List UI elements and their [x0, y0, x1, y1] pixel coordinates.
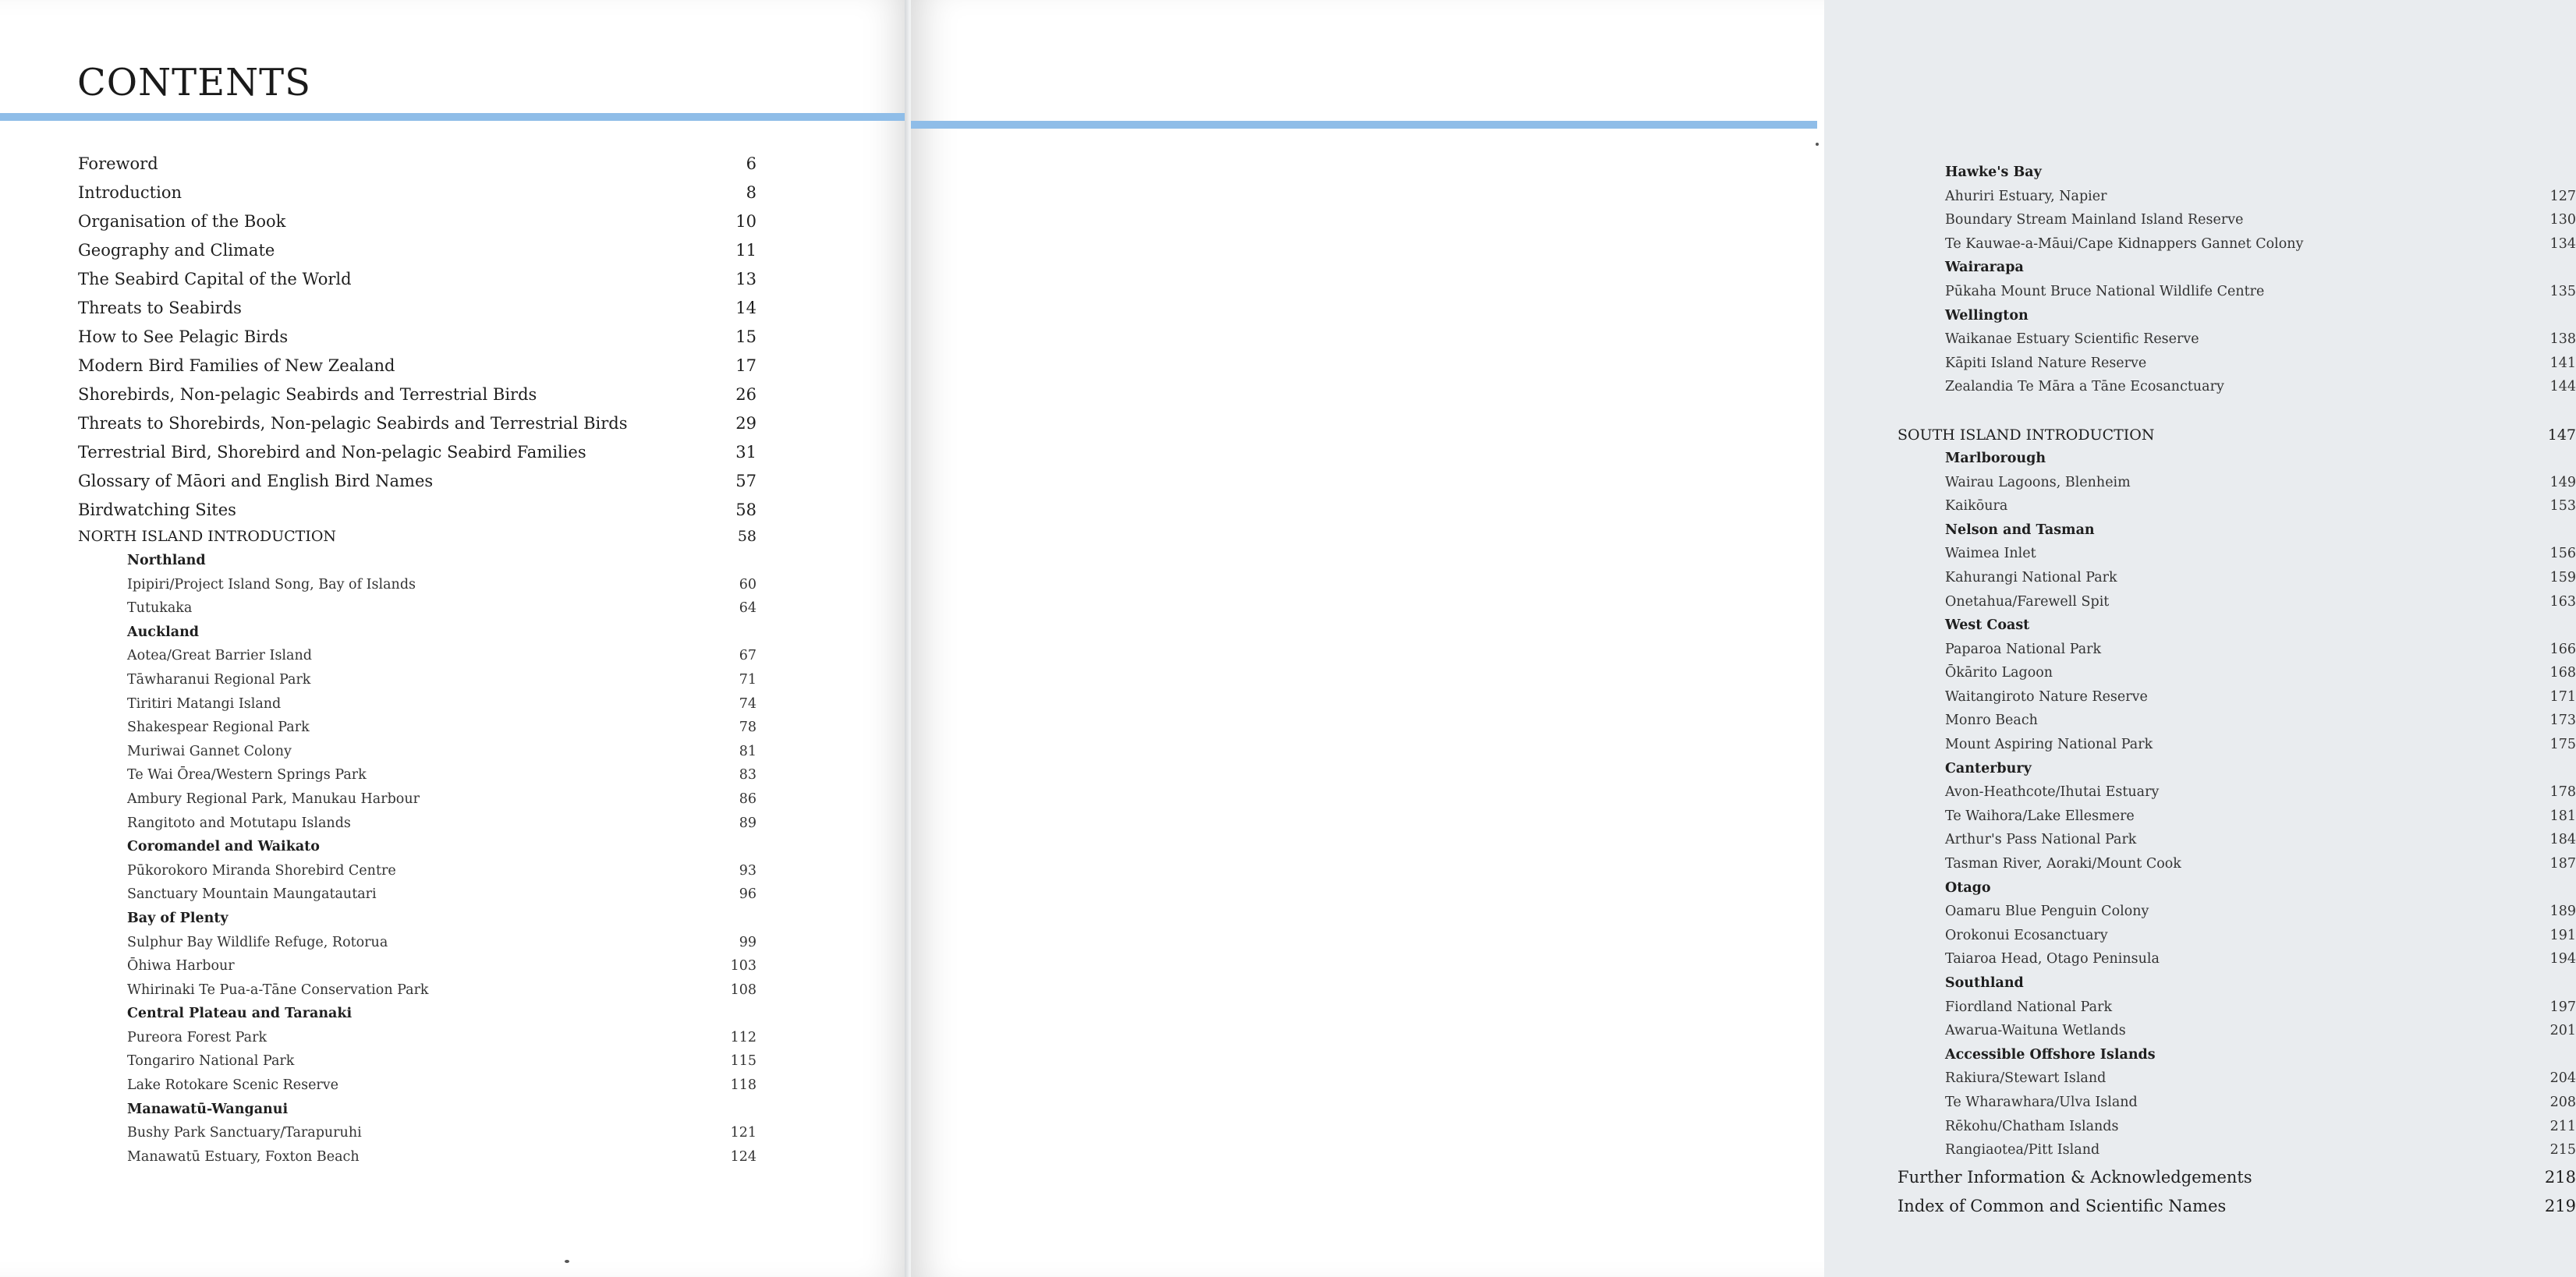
toc-entry-title: Kaikōura: [1945, 498, 2008, 515]
toc-entry-intro: [1897, 426, 2576, 451]
toc-page-number: 64: [739, 600, 757, 617]
toc-entry-title: West Coast: [1945, 617, 2030, 634]
toc-page-number: 215: [2549, 1142, 2576, 1158]
toc-entry-title: Taiaroa Head, Otago Peninsula: [1945, 951, 2160, 967]
toc-entry-title: Canterbury: [1945, 760, 2032, 776]
toc-entry-site: [78, 791, 757, 815]
toc-entry-main: [78, 153, 757, 182]
toc-entry-title: Tutukaka: [127, 600, 193, 617]
toc-entry-title: The Seabird Capital of the World: [78, 270, 352, 288]
toc-entry-gap: [1897, 403, 2576, 426]
toc-page-number: 86: [739, 791, 757, 807]
toc-entry-site: [1897, 189, 2576, 213]
toc-entry-main: [78, 355, 757, 384]
toc-entry-site: [78, 600, 757, 624]
right-page: [911, 0, 2576, 1277]
toc-entry-main: [78, 268, 757, 297]
toc-entry-title: Avon-Heathcote/Ihutai Estuary: [1945, 784, 2160, 801]
toc-page-number: 81: [739, 743, 757, 759]
toc-page-number: 74: [739, 695, 757, 712]
toc-entry-region: [1897, 260, 2576, 284]
toc-entry-site: [1897, 1023, 2576, 1047]
toc-page-number: 173: [2549, 713, 2576, 729]
toc-page-number: 11: [735, 241, 757, 260]
toc-entry-region: [78, 624, 757, 649]
toc-entry-site: [1897, 784, 2576, 808]
toc-entry-main: [1897, 1166, 2576, 1195]
toc-page-number: 57: [735, 472, 757, 490]
toc-entry-title: Te Wharawhara/Ulva Island: [1945, 1094, 2138, 1110]
toc-entry-title: Boundary Stream Mainland Island Reserve: [1945, 212, 2244, 228]
toc-entry-main: [78, 499, 757, 528]
toc-page-number: 191: [2549, 927, 2576, 943]
toc-entry-site: [1897, 856, 2576, 880]
toc-entry-site: [78, 863, 757, 887]
toc-entry-title: Onetahua/Farewell Spit: [1945, 593, 2110, 610]
toc-entry-site: [78, 1125, 757, 1149]
toc-entry-title: Waimea Inlet: [1945, 546, 2036, 562]
toc-entry-title: Northland: [127, 553, 206, 568]
toc-entry-region: [78, 839, 757, 863]
toc-entry-region: [78, 553, 757, 577]
toc-page-number: 118: [730, 1077, 757, 1094]
toc-entry-title: Pūkaha Mount Bruce National Wildlife Centre: [1945, 283, 2265, 299]
print-speck: [1816, 143, 1819, 146]
toc-entry-title: Ipipiri/Project Island Song, Bay of Islands: [127, 576, 416, 593]
toc-page-number: 121: [730, 1125, 757, 1141]
toc-page-number: 124: [730, 1148, 757, 1165]
header-rule: [911, 121, 1817, 129]
toc-entry-title: Tiritiri Matangi Island: [127, 695, 282, 712]
toc-entry-site: [78, 696, 757, 720]
toc-entry-main: [1897, 1195, 2576, 1224]
toc-entry-title: Manawatū-Wanganui: [127, 1101, 289, 1117]
toc-entry-title: Wellington: [1945, 307, 2029, 324]
toc-page-number: 31: [735, 443, 757, 462]
toc-page-number: 29: [735, 414, 757, 433]
toc-entry-title: Further Information & Acknowledgements: [1897, 1167, 2252, 1187]
toc-page-number: 130: [2549, 212, 2576, 228]
toc-page-number: 58: [737, 528, 757, 545]
toc-entry-title: Birdwatching Sites: [78, 501, 236, 519]
toc-entry-title: SOUTH ISLAND INTRODUCTION: [1897, 426, 2155, 444]
toc-entry-title: Tasman River, Aoraki/Mount Cook: [1945, 856, 2181, 872]
toc-entry-title: Orokonui Ecosanctuary: [1945, 927, 2108, 943]
toc-entry-title: Te Wai Ōrea/Western Springs Park: [127, 767, 367, 784]
toc-entry-site: [1897, 642, 2576, 666]
toc-entry-site: [1897, 498, 2576, 522]
toc-page-number: 168: [2549, 665, 2576, 681]
toc-entry-title: Otago: [1945, 879, 1991, 896]
toc-entry-title: Geography and Climate: [78, 241, 275, 260]
toc-entry-title: Tāwharanui Regional Park: [127, 671, 311, 688]
toc-entry-title: Glossary of Māori and English Bird Names: [78, 472, 434, 490]
toc-entry-site: [1897, 665, 2576, 689]
toc-entry-region: [1897, 308, 2576, 332]
toc-entry-title: Rakiura/Stewart Island: [1945, 1070, 2107, 1087]
toc-entry-site: [78, 577, 757, 601]
toc-entry-site: [78, 767, 757, 791]
toc-entry-title: Pūkorokoro Miranda Shorebird Centre: [127, 862, 396, 879]
toc-entry-title: Threats to Shorebirds, Non-pelagic Seabirds and Terrestrial Birds: [78, 414, 628, 433]
toc-entry-site: [78, 886, 757, 911]
toc-entry-site: [1897, 212, 2576, 236]
toc-entry-title: Wairarapa: [1945, 260, 2024, 276]
print-speck: [565, 1260, 569, 1263]
toc-entry-main: [78, 239, 757, 268]
toc-page-number: 108: [730, 982, 757, 998]
toc-entry-title: Terrestrial Bird, Shorebird and Non-pelagic Seabird Families: [78, 443, 586, 462]
toc-page-number: 112: [730, 1029, 757, 1045]
toc-page-number: 10: [735, 212, 757, 231]
toc-page-number: 13: [735, 270, 757, 288]
toc-page-number: 134: [2549, 235, 2576, 252]
toc-page-number: 26: [735, 385, 757, 404]
toc-entry-site: [1897, 928, 2576, 952]
toc-page-number: 218: [2544, 1167, 2576, 1187]
toc-page-number: 6: [746, 154, 757, 173]
toc-entry-site: [1897, 594, 2576, 618]
toc-page-number: 17: [735, 356, 757, 375]
toc-entry-title: Awarua-Waituna Wetlands: [1945, 1023, 2126, 1039]
toc-page-number: 175: [2549, 737, 2576, 753]
toc-entry-title: Oamaru Blue Penguin Colony: [1945, 904, 2149, 920]
toc-page-number: 89: [739, 815, 757, 831]
toc-page-number: 78: [739, 720, 757, 736]
toc-entry-title: Rangiaotea/Pitt Island: [1945, 1142, 2100, 1158]
toc-entry-region: [1897, 880, 2576, 904]
toc-entry-title: Bay of Plenty: [127, 910, 229, 926]
toc-entry-title: NORTH ISLAND INTRODUCTION: [78, 528, 337, 545]
toc-page-number: 171: [2549, 688, 2576, 705]
toc-entry-site: [1897, 379, 2576, 403]
toc-page-number: 93: [739, 862, 757, 879]
toc-entry-title: Hawke's Bay: [1945, 164, 2042, 180]
toc-entry-site: [1897, 356, 2576, 380]
toc-entry-region: [1897, 1047, 2576, 1071]
toc-entry-title: Marlborough: [1945, 450, 2046, 466]
toc-entry-site: [78, 982, 757, 1006]
toc-entry-main: [78, 210, 757, 239]
toc-entry-site: [78, 648, 757, 672]
toc-entry-title: Rēkohu/Chatham Islands: [1945, 1118, 2119, 1134]
toc-page-number: 156: [2549, 546, 2576, 562]
toc-entry-title: Te Waihora/Lake Ellesmere: [1945, 808, 2135, 824]
toc-entry-region: [1897, 761, 2576, 785]
toc-entry-site: [1897, 284, 2576, 308]
toc-entry-intro: [78, 528, 757, 553]
toc-page-number: 96: [739, 886, 757, 903]
toc-entry-site: [1897, 1070, 2576, 1095]
toc-entry-title: Pureora Forest Park: [127, 1029, 268, 1045]
toc-entry-site: [1897, 331, 2576, 356]
toc-page-number: 159: [2549, 569, 2576, 585]
toc-entry-site: [1897, 1142, 2576, 1166]
toc-page-number: 166: [2549, 641, 2576, 657]
toc-entry-title: Manawatū Estuary, Foxton Beach: [127, 1148, 360, 1165]
toc-entry-main: [78, 297, 757, 326]
toc-entry-title: Kāpiti Island Nature Reserve: [1945, 355, 2147, 371]
toc-entry-site: [78, 815, 757, 840]
toc-entry-site: [78, 1149, 757, 1173]
toc-entry-title: Shorebirds, Non-pelagic Seabirds and Terrestrial Birds: [78, 385, 537, 404]
toc-page-number: 99: [739, 934, 757, 950]
toc-entry-title: Whirinaki Te Pua-a-Tāne Conservation Park: [127, 982, 429, 998]
toc-entry-site: [1897, 689, 2576, 713]
toc-entry-title: Monro Beach: [1945, 713, 2038, 729]
toc-entry-title: Nelson and Tasman: [1945, 522, 2095, 538]
toc-entry-title: Shakespear Regional Park: [127, 720, 310, 736]
toc-page-number: 141: [2549, 355, 2576, 371]
toc-entry-title: Ahuriri Estuary, Napier: [1945, 188, 2107, 204]
toc-entry-title: Ambury Regional Park, Manukau Harbour: [127, 791, 420, 807]
toc-page-number: 147: [2547, 426, 2576, 444]
toc-entry-main: [78, 441, 757, 470]
toc-entry-title: Zealandia Te Māra a Tāne Ecosanctuary: [1945, 379, 2224, 395]
toc-page-number: 15: [735, 327, 757, 346]
toc-right-column: [1897, 164, 2576, 1224]
toc-entry-title: Sanctuary Mountain Maungatautari: [127, 886, 377, 903]
toc-entry-title: Waikanae Estuary Scientific Reserve: [1945, 331, 2199, 348]
toc-entry-title: Fiordland National Park: [1945, 999, 2113, 1015]
toc-entry-site: [78, 958, 757, 982]
toc-entry-site: [78, 720, 757, 744]
toc-page-number: 178: [2549, 784, 2576, 801]
toc-entry-site: [1897, 475, 2576, 499]
toc-entry-title: Auckland: [127, 624, 200, 640]
toc-entry-site: [78, 744, 757, 768]
toc-entry-title: Coromandel and Waikato: [127, 839, 320, 855]
toc-entry-region: [1897, 164, 2576, 189]
toc-entry-main: [78, 412, 757, 441]
toc-page-number: 197: [2549, 999, 2576, 1015]
toc-entry-title: Modern Bird Families of New Zealand: [78, 356, 395, 375]
toc-entry-title: Central Plateau and Taranaki: [127, 1006, 353, 1022]
toc-entry-site: [1897, 999, 2576, 1024]
toc-entry-site: [1897, 1119, 2576, 1143]
toc-entry-site: [1897, 808, 2576, 833]
toc-entry-title: Waitangiroto Nature Reserve: [1945, 688, 2148, 705]
toc-entry-site: [1897, 904, 2576, 928]
toc-entry-site: [1897, 713, 2576, 737]
toc-page-number: 204: [2549, 1070, 2576, 1087]
toc-entry-main: [78, 384, 757, 412]
left-page: [0, 0, 909, 1277]
toc-entry-site: [78, 672, 757, 696]
toc-entry-region: [1897, 522, 2576, 547]
toc-entry-main: [78, 182, 757, 210]
toc-entry-site: [1897, 951, 2576, 975]
toc-entry-site: [78, 935, 757, 959]
toc-page-number: 138: [2549, 331, 2576, 348]
toc-entry-title: How to See Pelagic Birds: [78, 327, 289, 346]
toc-page-number: 83: [739, 767, 757, 784]
toc-page-number: 8: [746, 183, 757, 202]
toc-entry-title: Paparoa National Park: [1945, 641, 2102, 657]
toc-entry-title: Ōkārito Lagoon: [1945, 665, 2053, 681]
toc-entry-title: Southland: [1945, 975, 2024, 991]
toc-entry-title: Te Kauwae-a-Māui/Cape Kidnappers Gannet Colony: [1945, 235, 2304, 252]
toc-entry-region: [1897, 617, 2576, 642]
toc-entry-region: [1897, 451, 2576, 475]
toc-entry-region: [78, 1102, 757, 1126]
toc-entry-site: [78, 1053, 757, 1077]
toc-page-number: 149: [2549, 474, 2576, 490]
toc-page-number: 144: [2549, 379, 2576, 395]
toc-page-number: 115: [730, 1053, 757, 1070]
toc-page-number: 184: [2549, 832, 2576, 848]
toc-page-number: 71: [739, 671, 757, 688]
toc-page-number: 67: [739, 648, 757, 664]
toc-entry-title: Bushy Park Sanctuary/Tarapuruhi: [127, 1125, 362, 1141]
toc-entry-region: [1897, 975, 2576, 999]
toc-entry-main: [78, 470, 757, 499]
toc-page-number: 181: [2549, 808, 2576, 824]
toc-entry-site: [1897, 546, 2576, 570]
toc-entry-title: Rangitoto and Motutapu Islands: [127, 815, 351, 831]
toc-entry-site: [78, 1077, 757, 1102]
toc-page-number: 187: [2549, 856, 2576, 872]
toc-page-number: 201: [2549, 1023, 2576, 1039]
page-title: CONTENTS: [77, 61, 312, 104]
toc-page-number: 135: [2549, 283, 2576, 299]
toc-entry-title: Organisation of the Book: [78, 212, 286, 231]
toc-entry-site: [1897, 832, 2576, 856]
toc-page-number: 219: [2544, 1196, 2576, 1215]
toc-page-number: 103: [730, 958, 757, 975]
toc-entry-site: [78, 1030, 757, 1054]
toc-page-number: 127: [2549, 188, 2576, 204]
toc-entry-region: [78, 911, 757, 935]
toc-entry-title: Ōhiwa Harbour: [127, 958, 235, 975]
toc-left-column: [78, 153, 757, 1173]
toc-entry-site: [1897, 570, 2576, 594]
toc-entry-main: [78, 326, 757, 355]
toc-page-number: 194: [2549, 951, 2576, 967]
toc-entry-title: Arthur's Pass National Park: [1945, 832, 2137, 848]
toc-entry-title: Aotea/Great Barrier Island: [127, 648, 312, 664]
toc-entry-title: Introduction: [78, 183, 182, 202]
toc-page-number: 153: [2549, 498, 2576, 515]
toc-entry-title: Threats to Seabirds: [78, 299, 242, 317]
toc-entry-title: Wairau Lagoons, Blenheim: [1945, 474, 2131, 490]
toc-page-number: 189: [2549, 904, 2576, 920]
toc-entry-title: Foreword: [78, 154, 158, 173]
header-rule: [0, 113, 909, 121]
toc-entry-site: [1897, 236, 2576, 260]
toc-entry-title: Tongariro National Park: [127, 1053, 295, 1070]
toc-page-number: 211: [2549, 1118, 2576, 1134]
toc-entry-title: Kahurangi National Park: [1945, 569, 2117, 585]
toc-page-number: 14: [735, 299, 757, 317]
toc-entry-site: [1897, 1095, 2576, 1119]
toc-page-number: 60: [739, 576, 757, 593]
toc-entry-title: Lake Rotokare Scenic Reserve: [127, 1077, 339, 1094]
toc-entry-title: Sulphur Bay Wildlife Refuge, Rotorua: [127, 934, 388, 950]
toc-entry-title: Muriwai Gannet Colony: [127, 743, 292, 759]
toc-page-number: 163: [2549, 593, 2576, 610]
toc-entry-region: [78, 1006, 757, 1030]
toc-entry-site: [1897, 737, 2576, 761]
toc-page-number: 208: [2549, 1094, 2576, 1110]
toc-page-number: 58: [735, 501, 757, 519]
toc-entry-title: Mount Aspiring National Park: [1945, 737, 2153, 753]
toc-entry-title: Index of Common and Scientific Names: [1897, 1196, 2227, 1215]
toc-entry-title: Accessible Offshore Islands: [1945, 1046, 2156, 1063]
